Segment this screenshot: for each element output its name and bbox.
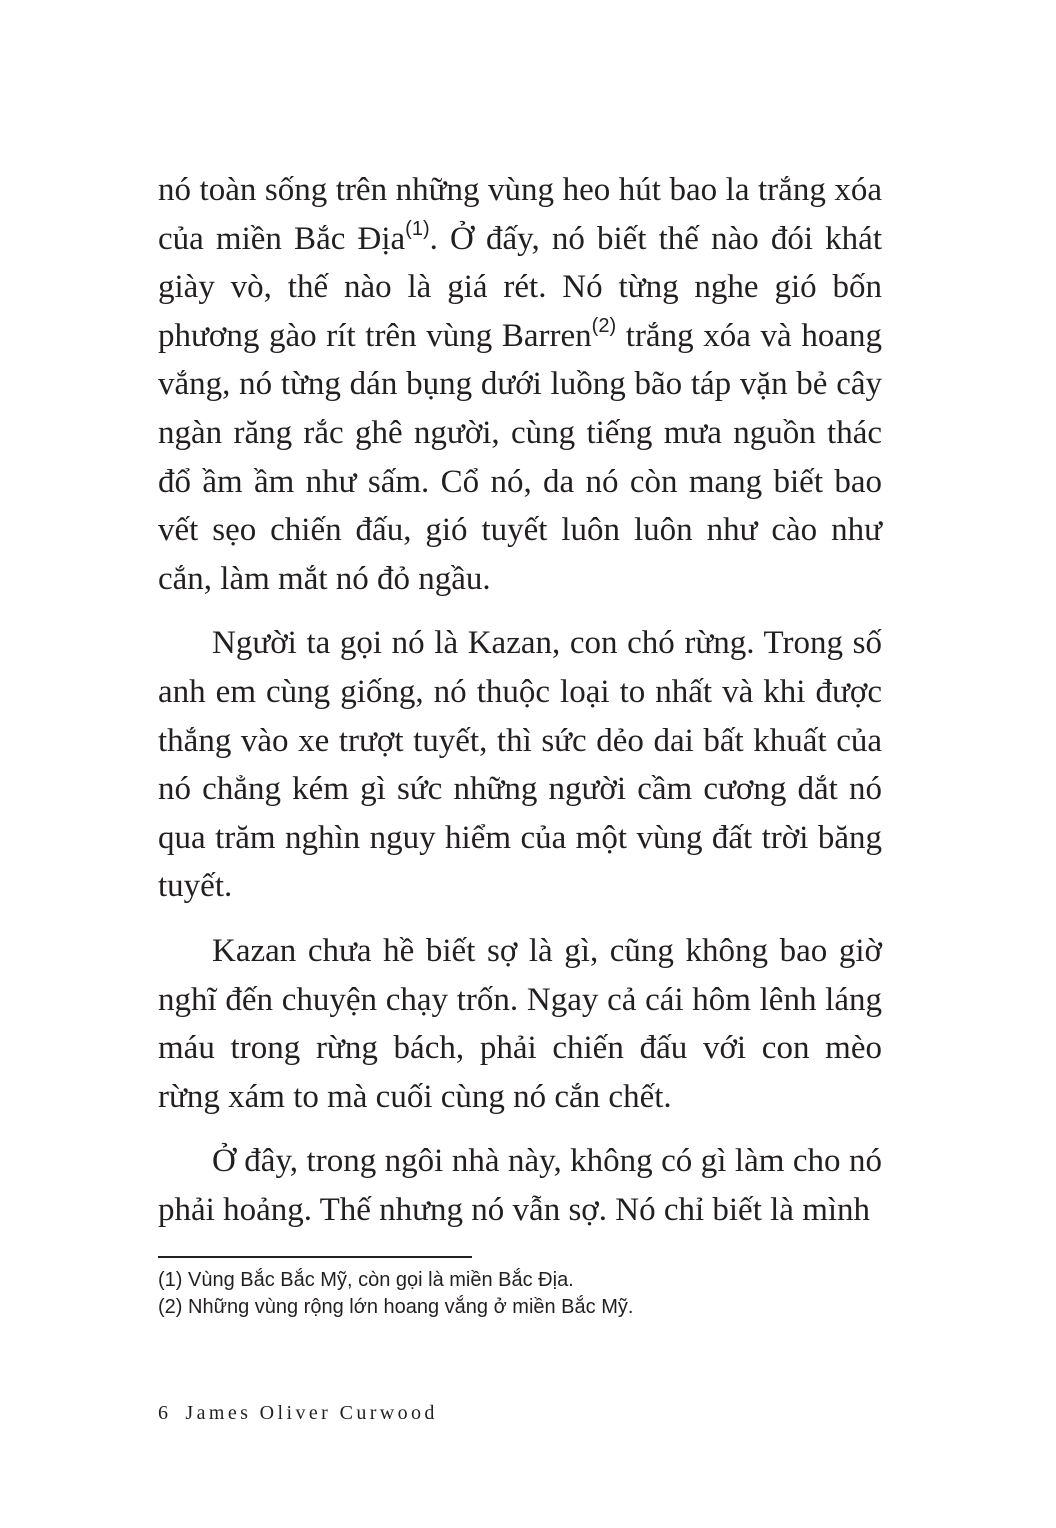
footnote-2: (2) Những vùng rộng lớn hoang vắng ở miền Bắc Mỹ. (158, 1296, 634, 1318)
paragraph-1-text-c: trắng xóa và hoang vắng, nó từng dán bụng dưới luồng bão táp vặn bẻ cây ngàn răng rắc ghê người, cùng tiếng mưa nguồn thác đổ ầm ầm như sấm. Cổ nó, da nó còn mang biết bao vết sẹo chiến đấu, gió tuyết luôn luôn như cào như cắn, làm mắt nó đỏ ngầu. (158, 317, 882, 597)
footnote-divider (158, 1256, 472, 1258)
running-footer (158, 1402, 438, 1425)
paragraph-2: Người ta gọi nó là Kazan, con chó rừng. Trong số anh em cùng giống, nó thuộc loại to nhất và khi được thắng vào xe trượt tuyết, thì sức dẻo dai bất khuất của nó chẳng kém gì sức những người cầm cương dắt nó qua trăm nghìn nguy hiểm của một vùng đất trời băng tuyết. (158, 625, 882, 905)
footnote-1: (1) Vùng Bắc Bắc Mỹ, còn gọi là miền Bắc Địa. (158, 1269, 574, 1291)
body-text (158, 166, 882, 1234)
paragraph-4: Ở đây, trong ngôi nhà này, không có gì làm cho nó phải hoảng. Thế nhưng nó vẫn sợ. Nó chỉ biết là mình (158, 1143, 882, 1228)
paragraph-1-text-b: . Ở đấy, nó biết thế nào đói khát giày vò, thế nào là giá rét. Nó từng nghe gió bốn phương gào rít trên vùng Barren (158, 220, 882, 354)
footnote-ref-1: (1) (405, 217, 430, 240)
footnotes (158, 1267, 882, 1321)
author-name: James Oliver Curwood (185, 1402, 438, 1424)
footnote-ref-2: (2) (591, 314, 617, 337)
paragraph-3: Kazan chưa hề biết sợ là gì, cũng không bao giờ nghĩ đến chuyện chạy trốn. Ngay cả cái hôm lênh láng máu trong rừng bách, phải chiến đấu với con mèo rừng xám to mà cuối cùng nó cắn chết. (158, 932, 882, 1115)
paragraph-1 (158, 166, 882, 603)
paragraph-1-text-a: nó toàn sống trên những vùng heo hút bao la trắng xóa của miền Bắc Địa (158, 172, 882, 257)
page-number: 6 (158, 1402, 172, 1424)
